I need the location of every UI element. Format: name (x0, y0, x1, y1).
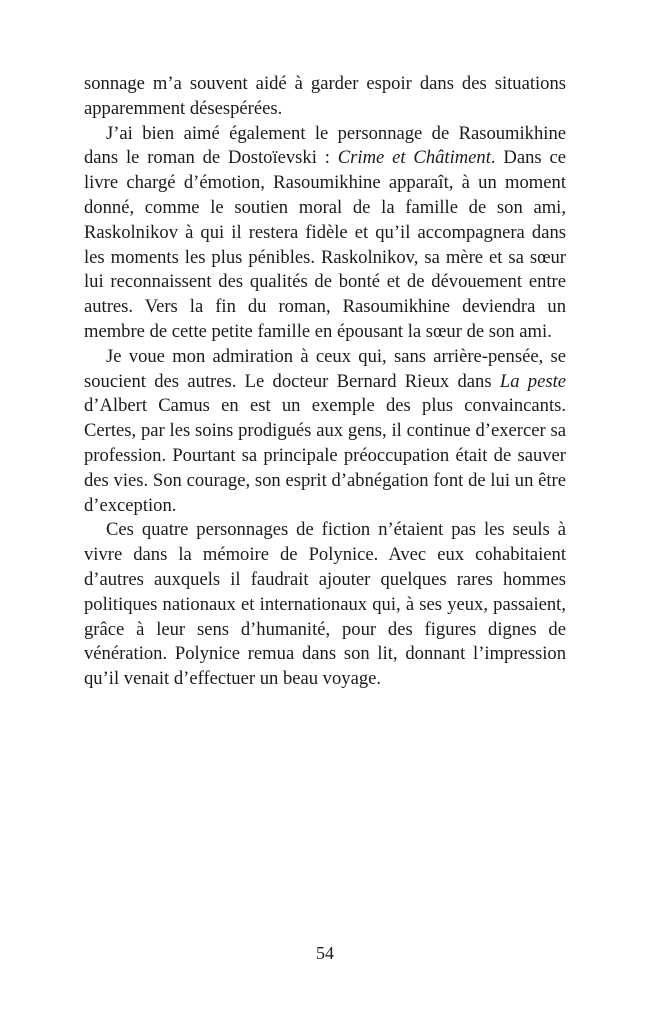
paragraph-1 (84, 72, 566, 122)
page-text (84, 72, 566, 692)
paragraph-3-text-a: Je voue mon admiration à ceux qui, sans arrière-pensée, se soucient des autres. Le docteur Bernard Rieux dans (84, 345, 566, 392)
paragraph-2-text-b: . Dans ce livre chargé d’émotion, Rasoumikhine apparaît, à un moment donné, comme le soutien moral de la famille de son ami, Raskolnikov à qui il restera fidèle et qu’il accompagnera dans les moments les plus pénibles. Raskolnikov, sa mère et sa sœur lui reconnaissent des qualités de bonté et de dévouement entre autres. Vers la fin du roman, Rasoumikhine deviendra un membre de cette petite famille en épousant la sœur de son ami. (84, 147, 567, 342)
paragraph-3 (84, 345, 566, 519)
paragraph-3-text-b: d’Albert Camus en est un exemple des plus convaincants. Certes, par les soins prodigués aux gens, il continue d’exercer sa profession. Pourtant sa principale préoccupation était de sauver des vies. Son courage, son esprit d’abnégation font de lui un être d’exception. (84, 395, 566, 516)
book-title-crime-et-chatiment: Crime et Châtiment (337, 147, 491, 169)
paragraph-2 (84, 122, 566, 345)
paragraph-4-text: Ces quatre personnages de fiction n’étaient pas les seuls à vivre dans la mémoire de Polynice. Avec eux cohabitaient d’autres auxquels il faudrait ajouter quelques rares hommes politiques nationaux et internationaux qui, à ses yeux, passaient, grâce à leur sens d’humanité, pour des figures dignes de vénération. Polynice remua dans son lit, donnant l’impression qu’il venait d’effectuer un beau voyage. (84, 519, 566, 690)
paragraph-4 (84, 518, 566, 692)
paragraph-2-text-a: J’ai bien aimé également le personnage de Rasoumikhine dans le roman de Dostoïevski : (84, 122, 566, 169)
page-number: 54 (316, 943, 334, 963)
paragraph-1-text: sonnage m’a souvent aidé à garder espoir dans des situations apparemment désespérées. (84, 73, 566, 119)
book-title-la-peste: La peste (499, 370, 566, 392)
